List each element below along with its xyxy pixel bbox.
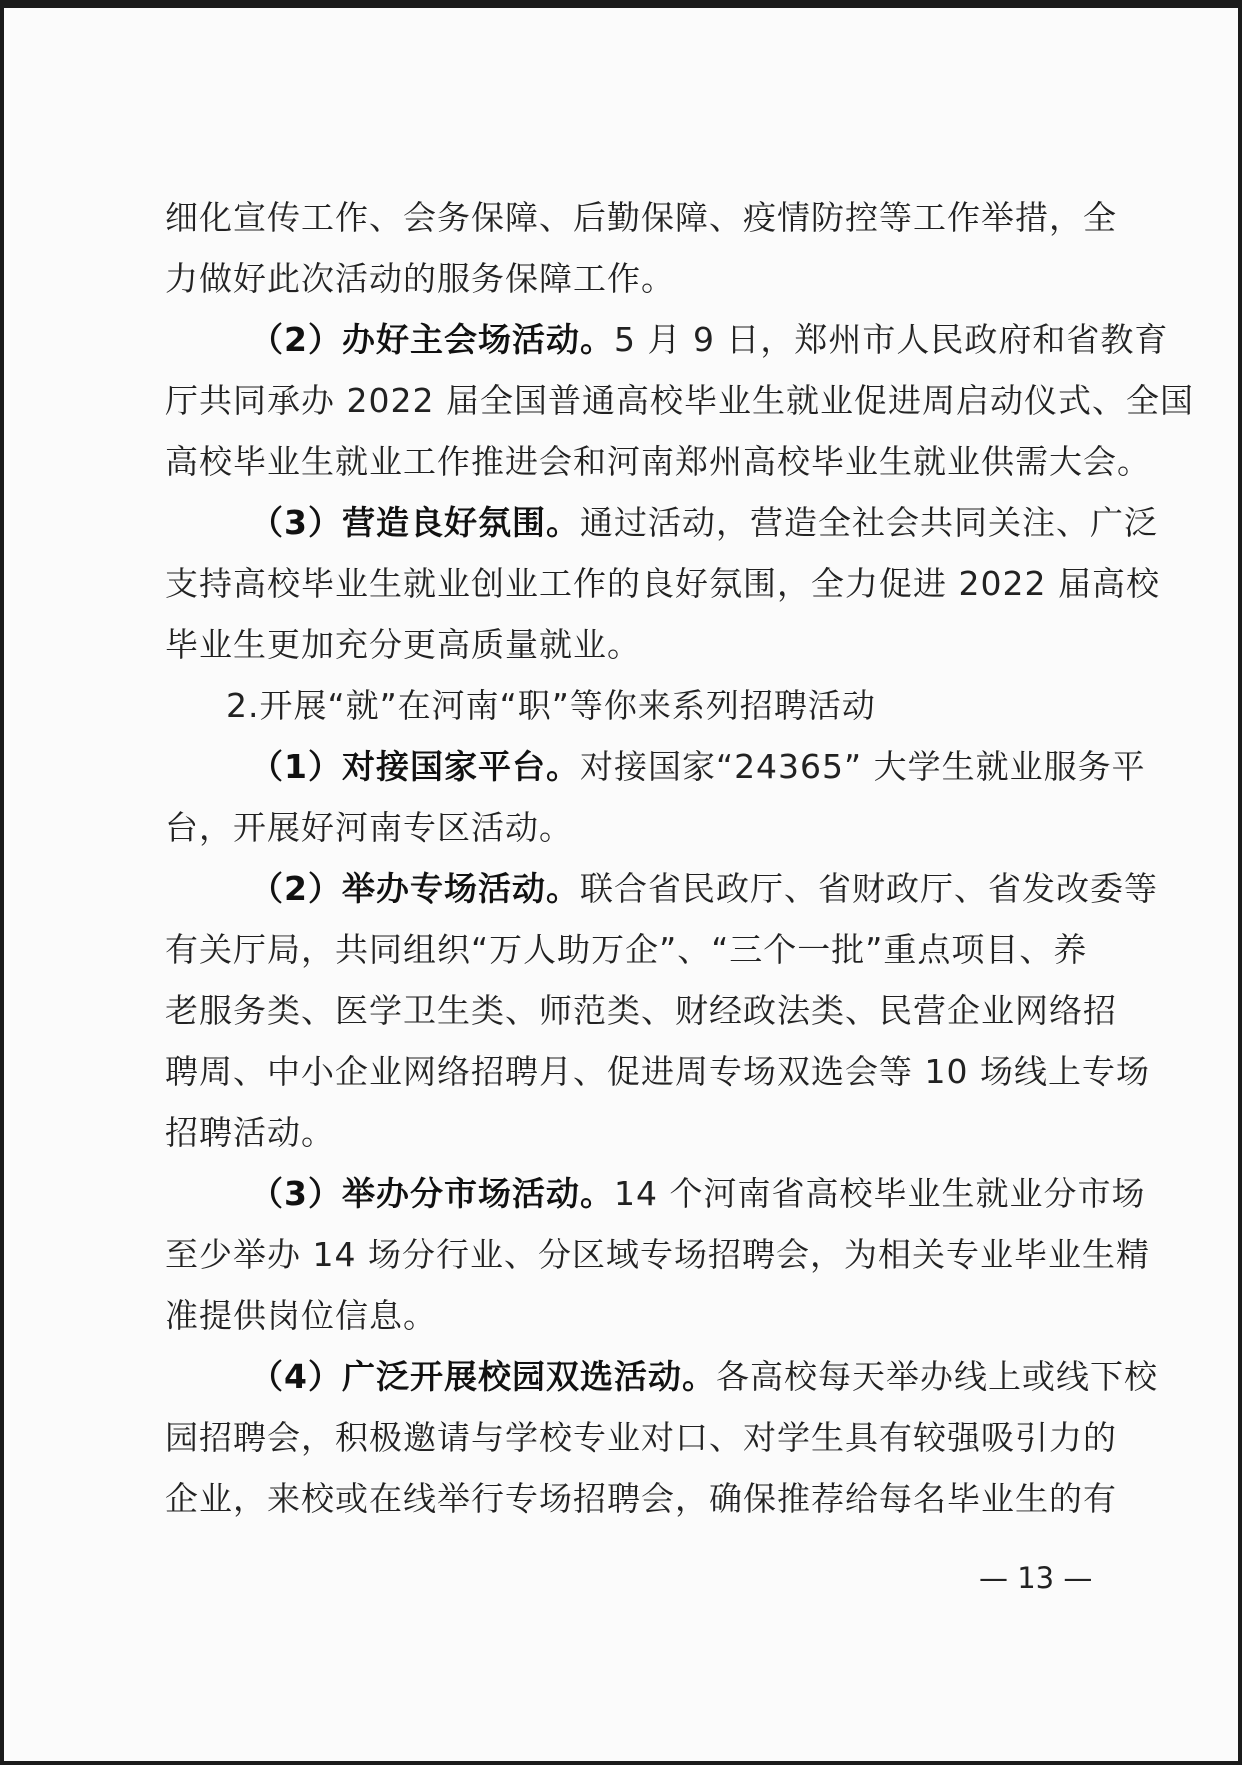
- line-text: 老服务类、医学卫生类、师范类、财经政法类、民营企业网络招: [165, 991, 1117, 1030]
- item-heading: （1）对接国家平台。: [250, 747, 580, 786]
- item-heading: （3）举办分市场活动。: [250, 1174, 614, 1213]
- line-text: 细化宣传工作、会务保障、后勤保障、疫情防控等工作举措，全: [165, 198, 1117, 237]
- line-text: 力做好此次活动的服务保障工作。: [165, 259, 675, 298]
- document-page: [4, 8, 1238, 1761]
- line-text: 有关厅局，共同组织“万人助万企”、“三个一批”重点项目、养: [165, 930, 1088, 969]
- line-text: 准提供岗位信息。: [165, 1296, 437, 1335]
- text-line: [165, 1296, 437, 1336]
- line-text: 通过活动，营造全社会共同关注、广泛: [579, 503, 1158, 542]
- line-text: 企业，来校或在线举行专场招聘会，确保推荐给每名毕业生的有: [165, 1479, 1117, 1518]
- text-line: [165, 625, 641, 665]
- line-text: 联合省民政厅、省财政厅、省发改委等: [579, 869, 1158, 908]
- text-line: [165, 991, 1117, 1031]
- text-line: [165, 1113, 335, 1153]
- heading-line: [250, 1174, 1145, 1214]
- heading-line: [250, 320, 1168, 360]
- text-line: [165, 381, 1194, 421]
- text-line: [165, 1479, 1117, 1519]
- line-text: 14 个河南省高校毕业生就业分市场: [613, 1174, 1146, 1213]
- line-text: 聘周、中小企业网络招聘月、促进周专场双选会等 10 场线上专场: [165, 1052, 1150, 1091]
- line-text: 对接国家“24365” 大学生就业服务平: [579, 747, 1146, 786]
- heading-line: [250, 747, 1146, 787]
- item-heading: （2）举办专场活动。: [250, 869, 580, 908]
- line-text: 园招聘会，积极邀请与学校专业对口、对学生具有较强吸引力的: [165, 1418, 1117, 1457]
- line-text: 支持高校毕业生就业创业工作的良好氛围，全力促进 2022 届高校: [165, 564, 1160, 603]
- text-line: [165, 259, 675, 299]
- item-heading: （3）营造良好氛围。: [250, 503, 580, 542]
- line-text: 各高校每天举办线上或线下校: [715, 1357, 1158, 1396]
- text-line: [165, 930, 1087, 970]
- text-line: [165, 808, 573, 848]
- text-line: [165, 1052, 1150, 1092]
- line-text: 厅共同承办 2022 届全国普通高校毕业生就业促进周启动仪式、全国: [165, 381, 1194, 420]
- item-heading: （4）广泛开展校园双选活动。: [250, 1357, 716, 1396]
- item-heading: （2）办好主会场活动。: [250, 320, 614, 359]
- text-line: [165, 198, 1117, 238]
- page-number: — 13 —: [979, 1561, 1093, 1595]
- line-text: 毕业生更加充分更高质量就业。: [165, 625, 641, 664]
- text-line: [165, 442, 1151, 482]
- line-text: 2.开展“就”在河南“职”等你来系列招聘活动: [226, 686, 876, 725]
- text-line: [165, 1235, 1150, 1275]
- line-text: 至少举办 14 场分行业、分区域专场招聘会，为相关专业毕业生精: [165, 1235, 1150, 1274]
- heading-line: [250, 869, 1158, 909]
- section-heading: [226, 686, 876, 726]
- heading-line: [250, 1357, 1158, 1397]
- heading-line: [250, 503, 1158, 543]
- line-text: 5 月 9 日，郑州市人民政府和省教育: [613, 320, 1169, 359]
- text-line: [165, 1418, 1117, 1458]
- line-text: 高校毕业生就业工作推进会和河南郑州高校毕业生就业供需大会。: [165, 442, 1151, 481]
- line-text: 招聘活动。: [165, 1113, 335, 1152]
- line-text: 台，开展好河南专区活动。: [165, 808, 573, 847]
- text-line: [165, 564, 1160, 604]
